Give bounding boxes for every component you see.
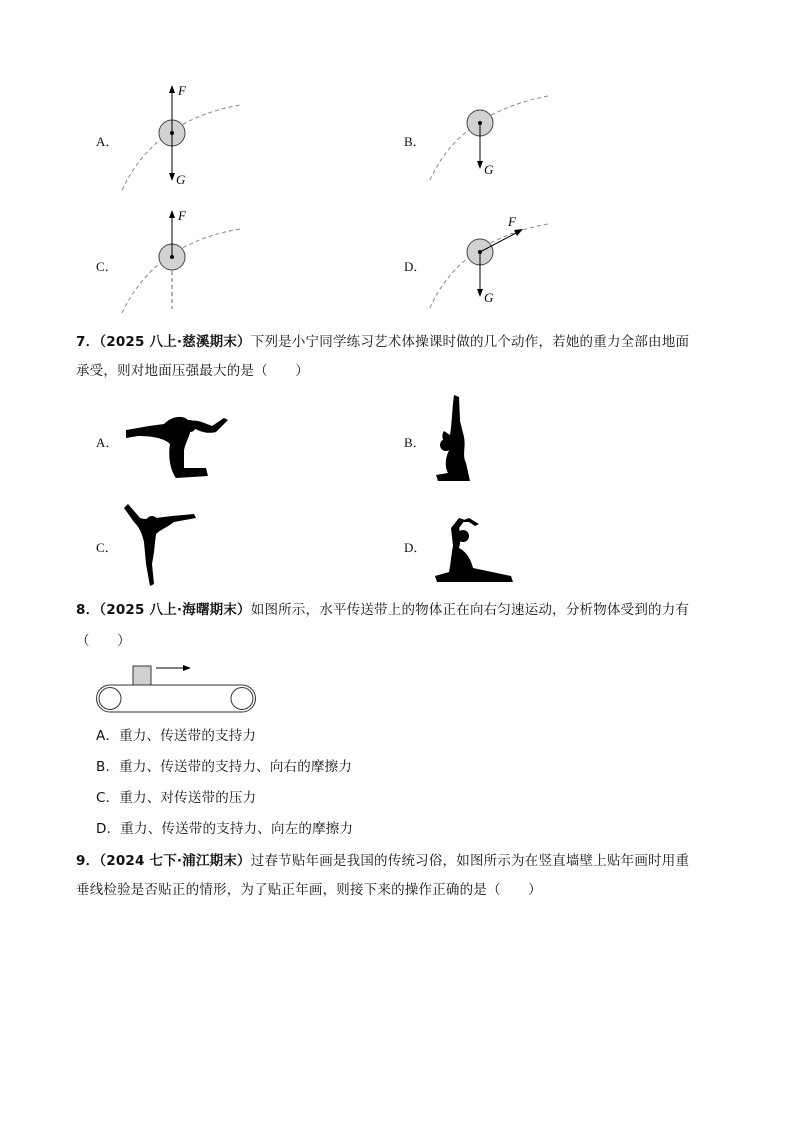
q9-text-line1 xyxy=(76,851,716,871)
q9-source: （2024 七下·浦江期末） xyxy=(99,853,251,869)
force-g-label: G xyxy=(484,290,494,305)
q7-option-b-label: B． xyxy=(404,435,426,450)
q7-text-line1 xyxy=(76,332,716,352)
q6-option-a-diagram xyxy=(110,80,250,195)
q8-option-a: A．重力、传送带的支持力 xyxy=(96,728,257,744)
q8-number: 8． xyxy=(76,602,100,618)
force-g-label: G xyxy=(176,172,186,187)
q8-stem-line2: （ ） xyxy=(76,633,131,649)
q9-stem-line2: 垂线检验是否贴正的情形，为了贴正年画，则接下来的操作正确的是（ ） xyxy=(76,882,542,898)
q6-option-c-label: C． xyxy=(96,259,118,274)
q7-option-c-gymnast-silhouette xyxy=(122,502,202,588)
force-g-label: G xyxy=(484,162,494,177)
q7-option-a-label: A． xyxy=(96,435,119,450)
q7-option-d-label: D． xyxy=(404,540,427,555)
q7-option-c-label: C． xyxy=(96,540,118,555)
q8-option-c: C．重力、对传送带的压力 xyxy=(96,790,257,806)
q6-option-b-diagram xyxy=(420,88,560,188)
q7-option-b-gymnast-silhouette xyxy=(432,393,477,485)
q9-stem-line1: 过春节贴年画是我国的传统习俗，如图所示为在竖直墙壁上贴年画时用重 xyxy=(250,853,690,869)
q6-option-c-diagram xyxy=(110,205,250,317)
q9-number: 9． xyxy=(76,853,100,869)
q7-option-d-gymnast-silhouette xyxy=(433,516,518,586)
q6-option-a-label: A． xyxy=(96,134,119,149)
q6-option-b-label: B． xyxy=(404,134,426,149)
q7-option-a-gymnast-silhouette xyxy=(124,408,229,483)
q8-option-b: B．重力、传送带的支持力、向右的摩擦力 xyxy=(96,759,353,775)
q6-option-d-diagram xyxy=(420,210,560,310)
force-f-label: F xyxy=(178,208,186,223)
q7-source: （2025 八上·慈溪期末） xyxy=(99,334,251,350)
q7-number: 7． xyxy=(76,334,100,350)
q8-text-line1 xyxy=(76,600,716,620)
q8-source: （2025 八上·海曙期末） xyxy=(99,602,251,618)
q8-stem-line1: 如图所示，水平传送带上的物体正在向右匀速运动，分析物体受到的力有 xyxy=(250,602,690,618)
q6-option-d-label: D． xyxy=(404,259,427,274)
q7-stem-line1: 下列是小宁同学练习艺术体操课时做的几个动作，若她的重力全部由地面 xyxy=(250,334,690,350)
force-f-label: F xyxy=(508,214,516,229)
q7-stem-line2: 承受，则对地面压强最大的是（ ） xyxy=(76,363,309,379)
force-f-label: F xyxy=(178,83,186,98)
q8-option-d: D．重力、传送带的支持力、向左的摩擦力 xyxy=(96,821,354,837)
q8-conveyor-belt-diagram xyxy=(94,662,260,716)
